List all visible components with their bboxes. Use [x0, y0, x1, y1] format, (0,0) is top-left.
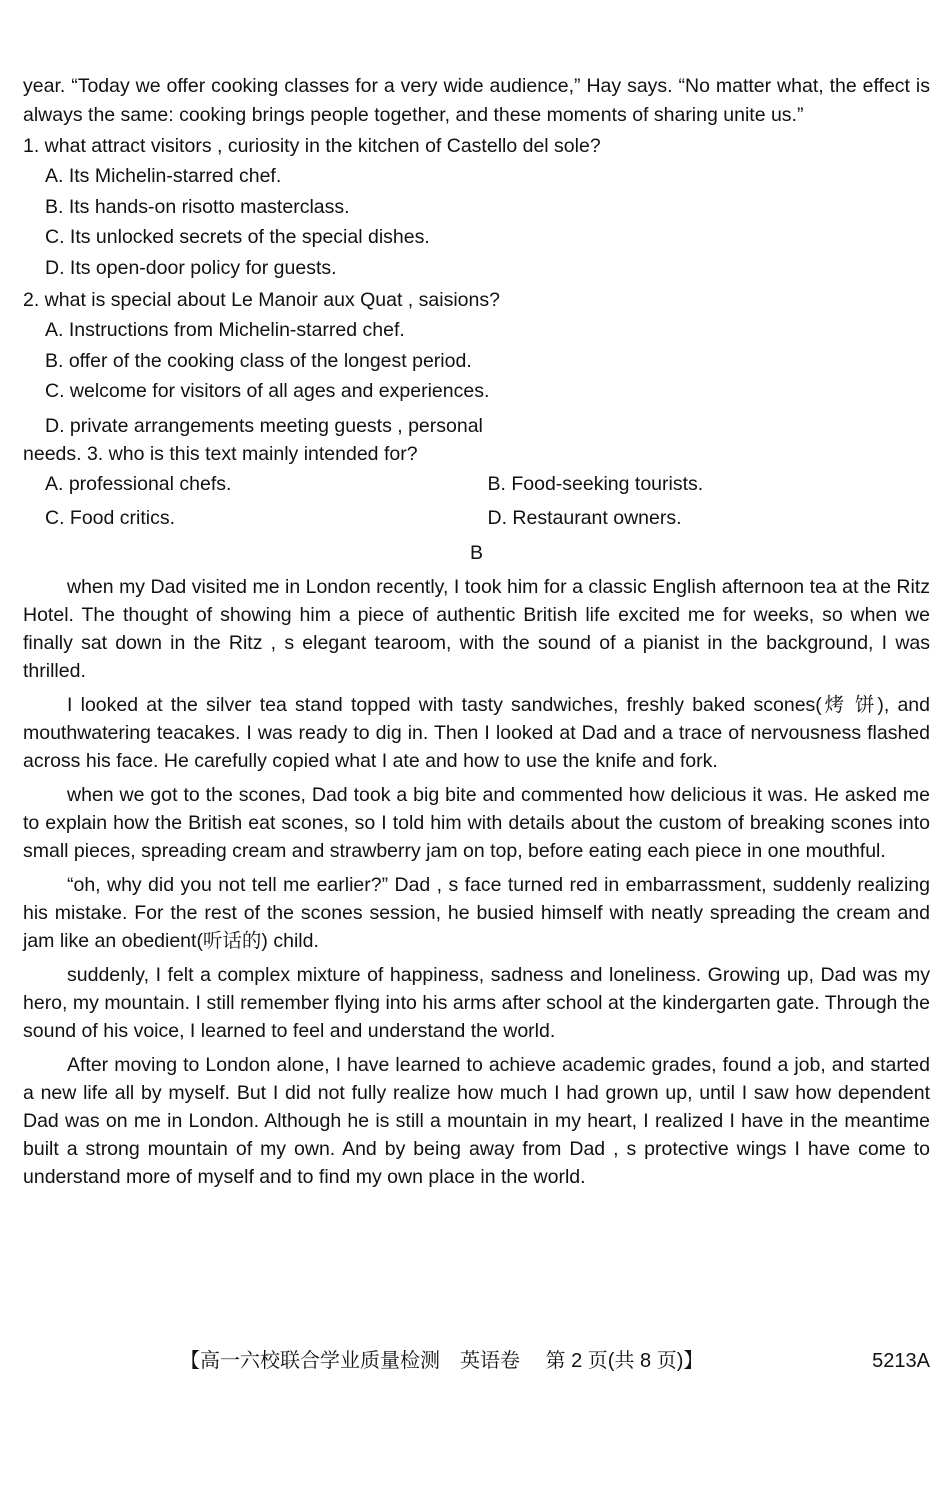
passage-paragraph: when we got to the scones, Dad took a big bite and commented how delicious it was. He asked me to explain how the British eat scones, so I told him with details about the custom of breaking scones into small pieces, spreading cream and strawberry jam on top, before eating each piece in one mouthful. [23, 784, 930, 862]
footer-title: 【高一六校联合学业质量检测 英语卷 第 2 页(共 8 页)】 [180, 1350, 704, 1372]
option-d: D. private arrangements meeting guests , personal [45, 414, 483, 437]
question-stem: 2. what is special about Le Manoir aux Quat , saisions? [23, 289, 500, 311]
footer-code: 5213A [872, 1350, 930, 1372]
page-footer [23, 1346, 930, 1376]
passage-b [23, 573, 930, 1191]
option-a: A. Instructions from Michelin-starred chef. [45, 319, 405, 341]
options-row [23, 467, 930, 501]
passage-paragraph: I looked at the silver tea stand topped with tasty sandwiches, freshly baked scones(烤 饼), and mouthwatering teacakes. I was ready to dig in. Then I looked at Dad and a trace of nervousness flashed across his face. He carefully copied what I ate and how to use the knife and fork. [23, 694, 930, 772]
option-b: B. offer of the cooking class of the longest period. [45, 349, 472, 372]
passage-paragraph: when my Dad visited me in London recently, I took him for a classic English afternoon tea at the Ritz Hotel. The thought of showing him a piece of authentic British life excited me for weeks, so when we finally sat down in the Ritz , s elegant tearoom, with the sound of a pianist in the background, I was thrilled. [23, 576, 930, 682]
question-stem: needs. 3. who is this text mainly intended for? [23, 443, 418, 465]
options-row [23, 501, 930, 535]
option-c: C. welcome for visitors of all ages and experiences. [45, 380, 490, 402]
exam-page [23, 72, 930, 1197]
option-c: C. Its unlocked secrets of the special dishes. [45, 226, 430, 248]
passage-paragraph: After moving to London alone, I have learned to achieve academic grades, found a job, and started a new life all by myself. But I did not fully realize how much I had grown up, until I saw how dependent Dad was on me in London. Although he is still a mountain in my heart, I realized I have in the meantime built a strong mountain of my own. And by being away from Dad , s protective wings I have come to understand more of myself and to find my own place in the world. [23, 1054, 930, 1188]
option-c: C. Food critics. [45, 507, 176, 529]
passage-paragraph: suddenly, I felt a complex mixture of happiness, sadness and loneliness. Growing up, Dad was my hero, my mountain. I still remember flying into his arms after school at the kindergarten gate. Through the sound of his voice, I learned to feel and understand the world. [23, 964, 930, 1042]
passage-paragraph: “oh, why did you not tell me earlier?” Dad , s face turned red in embarrassment, suddenly realizing his mistake. For the rest of the scones session, he busied himself with neatly spreading the cream and jam like an obedient(听话的) child. [23, 874, 930, 952]
option-b: B. Its hands-on risotto masterclass. [45, 195, 350, 218]
section-label: B [469, 542, 483, 564]
question-3 [23, 441, 930, 535]
question-2 [23, 285, 930, 441]
intro-paragraph: year. “Today we offer cooking classes for a very wide audience,” Hay says. “No matter what, the effect is always the same: cooking brings people together, and these moments of sharing unite us.” [23, 75, 930, 126]
option-b: B. Food-seeking tourists. [487, 473, 704, 495]
option-a: A. Its Michelin-starred chef. [45, 165, 282, 187]
question-1 [23, 131, 930, 283]
option-d: D. Restaurant owners. [487, 507, 682, 529]
option-d: D. Its open-door policy for guests. [45, 256, 337, 279]
question-stem: 1. what attract visitors , curiosity in the kitchen of Castello del sole? [23, 135, 601, 157]
option-a: A. professional chefs. [45, 473, 232, 495]
